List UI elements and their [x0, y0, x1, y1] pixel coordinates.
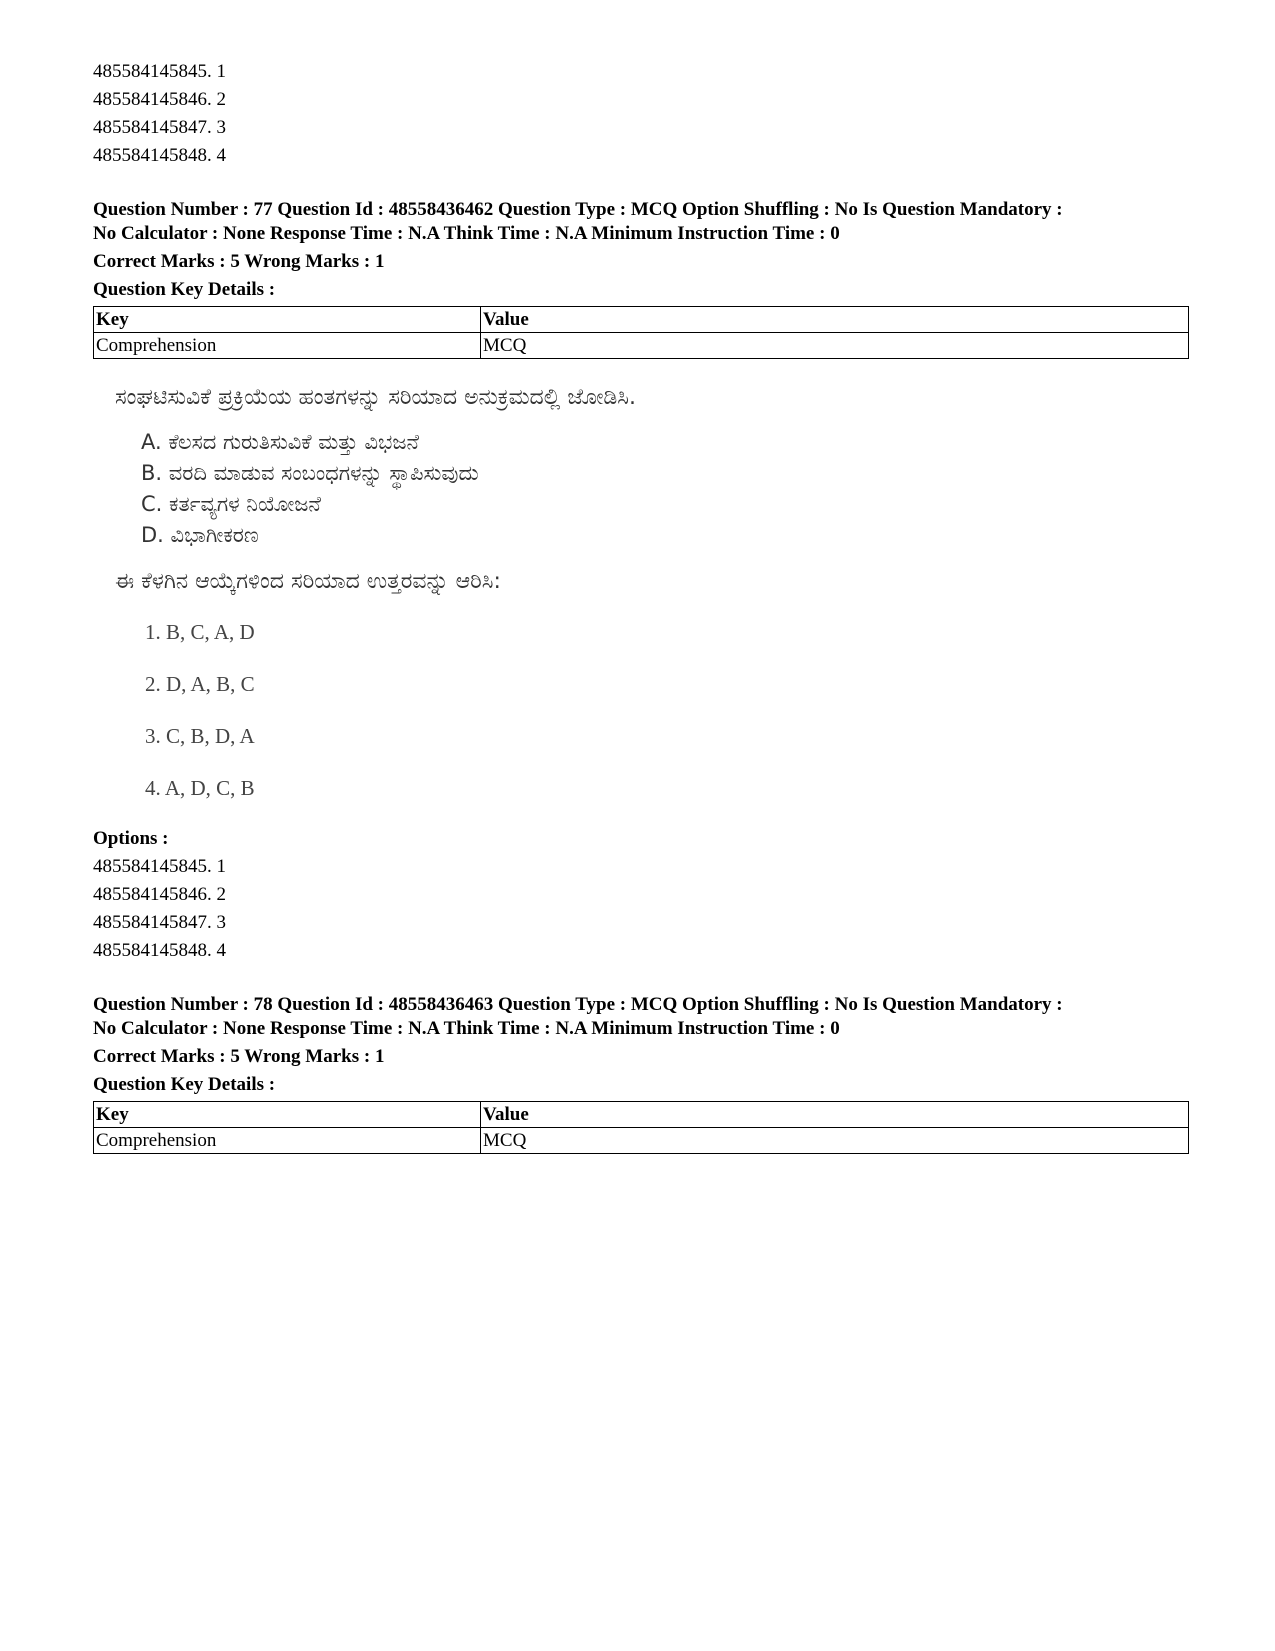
question-78-block: [93, 993, 1193, 1154]
option-line: 485584145846. 2: [93, 884, 226, 905]
statement-item: A. ಕೆಲಸದ ಗುರುತಿಸುವಿಕೆ ಮತ್ತು ವಿಭಜನೆ: [141, 430, 420, 454]
question-77-block: [93, 198, 1193, 965]
option-line: 485584145847. 3: [93, 912, 226, 933]
question-instruction: ಈ ಕೆಳಗಿನ ಆಯ್ಕೆಗಳಿಂದ ಸರಿಯಾದ ಉತ್ತರವನ್ನು ಆರಿಸಿ:: [115, 569, 501, 594]
statement-item: C. ಕರ್ತವ್ಯಗಳ ನಿಯೋಜನೆ: [141, 492, 321, 516]
answer-choice: 2. D, A, B, C: [145, 672, 255, 696]
table-cell-key: Comprehension: [94, 333, 481, 359]
statement-list: [115, 427, 1193, 551]
answer-choice: 4. A, D, C, B: [145, 776, 255, 800]
table-header-value: Value: [481, 1102, 1189, 1128]
option-line: 485584145846. 2: [93, 89, 226, 110]
table-header-row: [94, 307, 1189, 333]
question-77-header-line2: No Calculator : None Response Time : N.A Think Time : N.A Minimum Instruction Time : 0: [93, 223, 840, 244]
question-78-key-table: [93, 1101, 1189, 1154]
question-78-header-line2: No Calculator : None Response Time : N.A Think Time : N.A Minimum Instruction Time : 0: [93, 1018, 840, 1039]
question-78-key-details-label: Question Key Details :: [93, 1074, 276, 1095]
option-line: 485584145845. 1: [93, 61, 226, 82]
answer-choice: 1. B, C, A, D: [145, 620, 255, 644]
question-stem: ಸಂಘಟಿಸುವಿಕೆ ಪ್ರಕ್ರಿಯೆಯ ಹಂತಗಳನ್ನು ಸರಿಯಾದ ಅನುಕ್ರಮದಲ್ಲಿ ಜೋಡಿಸಿ.: [115, 385, 636, 410]
question-78-header-line1: Question Number : 78 Question Id : 48558436463 Question Type : MCQ Option Shuffling : No Is Question Mandatory :: [93, 994, 1063, 1015]
question-77-header-line1: Question Number : 77 Question Id : 48558436462 Question Type : MCQ Option Shuffling : No Is Question Mandatory :: [93, 199, 1063, 220]
question-78-marks: Correct Marks : 5 Wrong Marks : 1: [93, 1046, 385, 1067]
table-cell-key: Comprehension: [94, 1128, 481, 1154]
question-77-key-details-label: Question Key Details :: [93, 279, 276, 300]
statement-item: D. ವಿಭಾಗೀಕರಣ: [141, 523, 259, 547]
table-cell-value: MCQ: [481, 333, 1189, 359]
option-line: 485584145848. 4: [93, 145, 226, 166]
table-header-value: Value: [481, 307, 1189, 333]
table-row: [94, 333, 1189, 359]
table-header-key: Key: [94, 307, 481, 333]
question-77-key-table: [93, 306, 1189, 359]
question-77-options-label: Options :: [93, 828, 169, 849]
table-header-row: [94, 1102, 1189, 1128]
option-line: 485584145848. 4: [93, 940, 226, 961]
option-line: 485584145847. 3: [93, 117, 226, 138]
table-header-key: Key: [94, 1102, 481, 1128]
table-cell-value: MCQ: [481, 1128, 1189, 1154]
option-line: 485584145845. 1: [93, 856, 226, 877]
question-77-marks: Correct Marks : 5 Wrong Marks : 1: [93, 251, 385, 272]
question-77-options-list: [93, 853, 1193, 965]
table-row: [94, 1128, 1189, 1154]
previous-options-list: [93, 58, 1193, 170]
answer-choice: 3. C, B, D, A: [145, 724, 255, 748]
document-page: [93, 58, 1193, 1154]
statement-item: B. ವರದಿ ಮಾಡುವ ಸಂಬಂಧಗಳನ್ನು ಸ್ಥಾಪಿಸುವುದು: [141, 461, 479, 485]
question-77-image: [115, 383, 1193, 801]
